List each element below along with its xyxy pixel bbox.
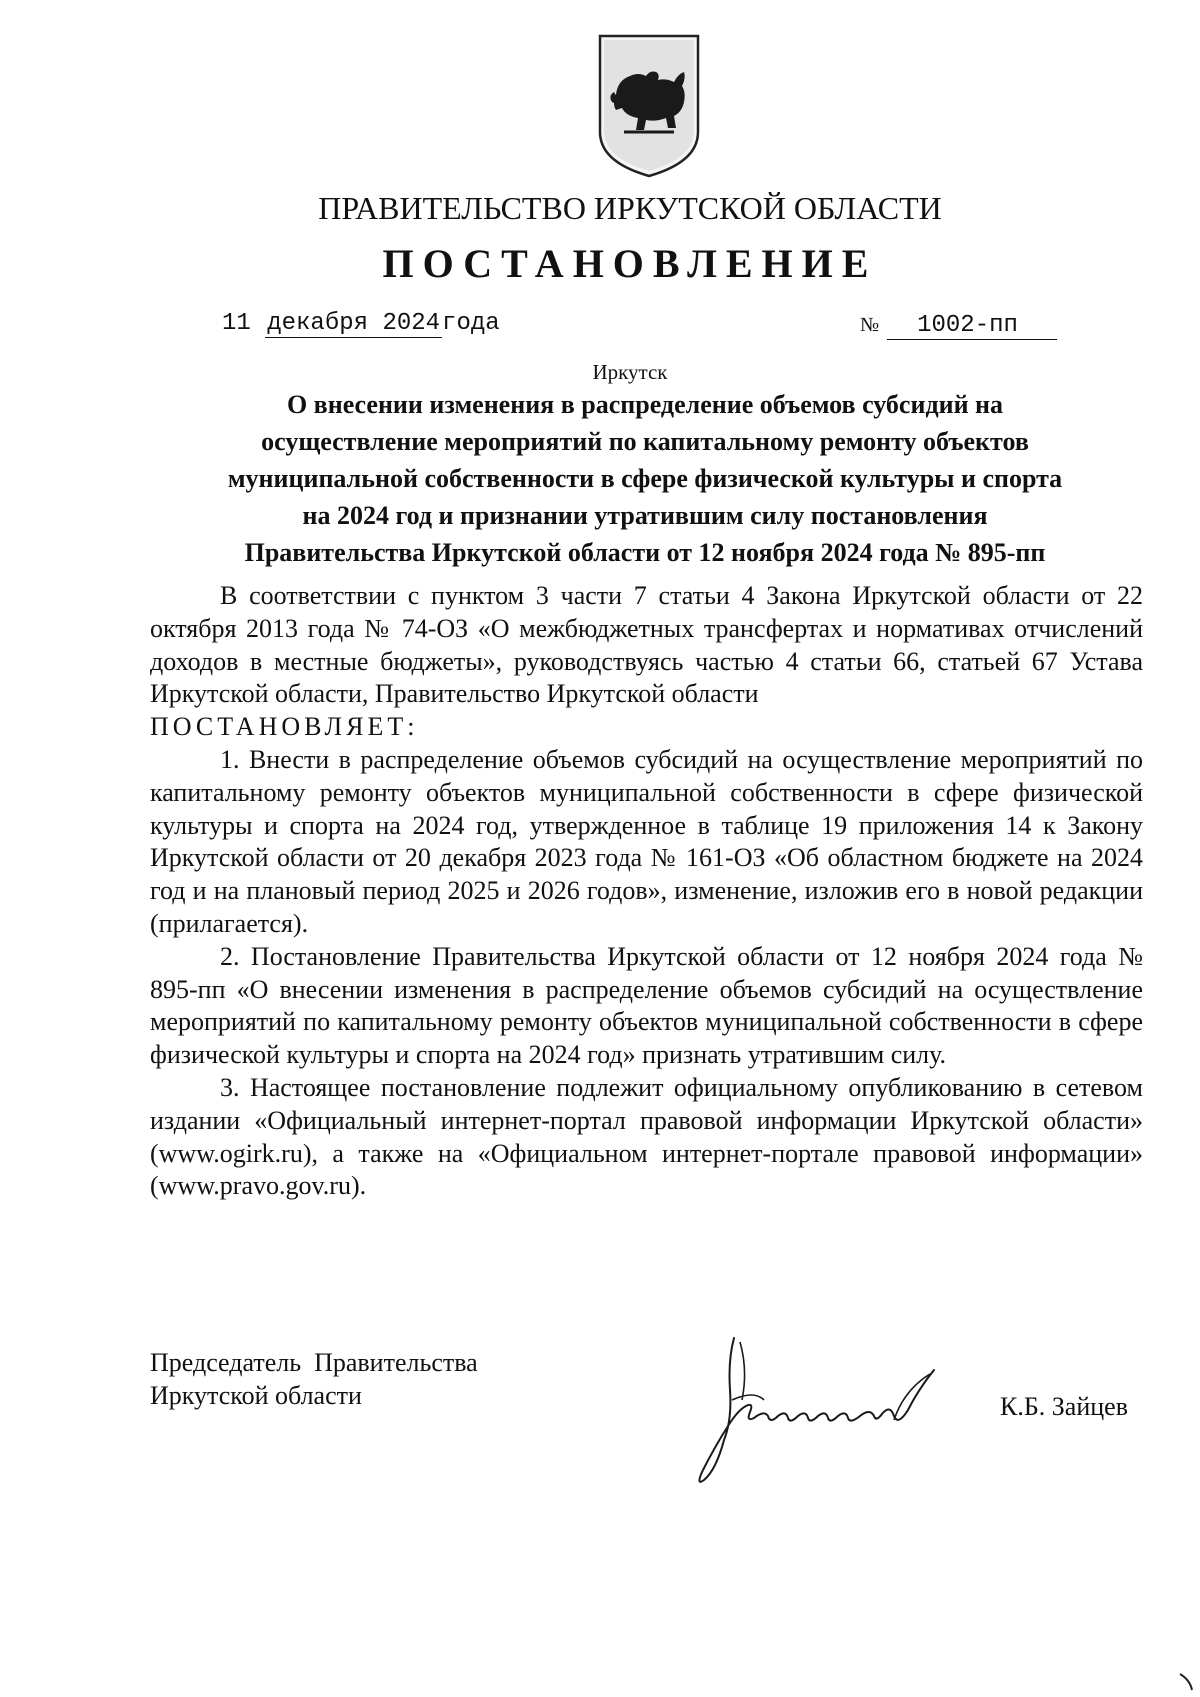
item-3-paragraph: 3. Настоящее постановление подлежит официальному опубликованию в сетевом издании «Официальный интернет-портал правовой информации Иркутской области» (www.ogirk.ru), а также на «Официальном интернет-портале правовой информации» (www.pravo.gov.ru). [150,1072,1143,1201]
document-heading [180,386,1110,571]
item-1-paragraph: 1. Внести в распределение объемов субсидий на осуществление мероприятий по капитальному ремонту объектов муниципальной собственности в сфере физической культуры и спорта на 2024 год, утвержденное в таблице 19 приложения 14 к Закону Иркутской области от 20 декабря 2023 года № 161-ОЗ «Об областном бюджете на 2024 год и на плановый период 2025 и 2026 годов», изменение, изложив его в новой редакции (прилагается). [150,744,1143,938]
government-title: ПРАВИТЕЛЬСТВО ИРКУТСКОЙ ОБЛАСТИ [318,190,942,226]
number-value: 1002-пп [887,312,1057,340]
document-type: ПОСТАНОВЛЕНИЕ [382,241,878,286]
document-number [860,312,1057,340]
page-corner-mark [1176,1672,1196,1692]
position-line: Иркутской области [150,1381,362,1410]
decree-word: ПОСТАНОВЛЯЕТ: [150,712,419,742]
heading-line: на 2024 год и признании утратившим силу постановления [302,501,988,530]
position-line: Председатель Правительства [150,1348,478,1377]
heading-line: осуществление мероприятий по капитальному ремонту объектов [261,427,1029,456]
handwritten-signature-icon [694,1330,974,1490]
date-month-year: декабря 2024 [267,310,441,337]
preamble-paragraph: В соответствии с пунктом 3 части 7 статьи 4 Закона Иркутской области от 22 октября 2013 года № 74-ОЗ «О межбюджетных трансфертах и нормативах отчислений доходов в местные бюджеты», руководствуясь частью 4 статьи 66, статьей 67 Устава Иркутской области, Правительство Иркутской области [150,581,1143,709]
document-date [222,310,500,338]
document-body [150,580,1143,1203]
heading-line: муниципальной собственности в сфере физической культуры и спорта [227,464,1063,493]
signatory-name: К.Б. Зайцев [1000,1392,1128,1421]
date-suffix: года [442,310,500,337]
heading-line: О внесении изменения в распределение объемов субсидий на [286,390,1004,419]
coat-of-arms-icon [594,32,704,180]
signatory-position [150,1346,478,1412]
heading-line: Правительства Иркутской области от 12 ноября 2024 года № 895-пп [244,538,1046,567]
item-2-paragraph: 2. Постановление Правительства Иркутской области от 12 ноября 2024 года № 895-пп «О внесении изменения в распределение объемов субсидий на осуществление мероприятий по капитальному ремонту объектов муниципальной собственности в сфере физической культуры и спорта на 2024 год» признать утратившим силу. [150,941,1143,1070]
city-name: Иркутск [592,360,668,384]
number-sign: № [860,314,880,336]
date-day: 11 [222,310,251,337]
